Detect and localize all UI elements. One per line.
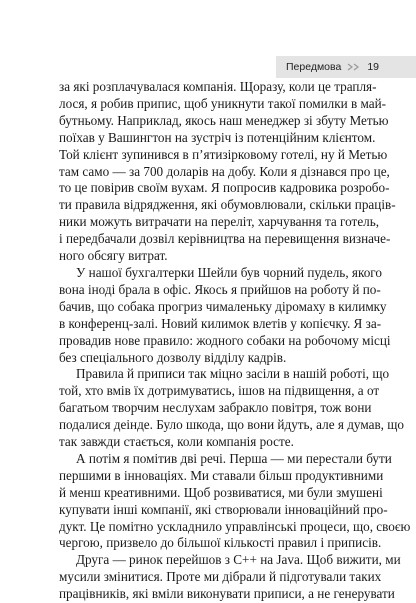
text-line: бачив, що собака прогриз чималеньку діромаху в килимку (59, 298, 387, 314)
text-line: А потім я помітив дві речі. Перша — ми перестали бути (76, 450, 392, 466)
text-line: так завжди стається, коли компанія росте. (59, 434, 294, 450)
running-header (276, 56, 416, 78)
text-line: У нашої бухгалтерки Шейли був чорний пудель, якого (76, 264, 382, 280)
text-line: й менш креативними. Щоб розвиватися, ми були змушені (59, 484, 383, 500)
text-line: поїхав у Вашингтон на зустріч із потенційним клієнтом. (59, 129, 376, 145)
text-line: мусили змінитися. Проте ми дібрали й підготували таких (59, 569, 382, 585)
text-line: багатьом творчим неслухам забракло повітря, тож вони (59, 400, 372, 416)
paragraph (59, 450, 411, 552)
double-chevron-icon (347, 63, 361, 71)
paragraph (59, 264, 391, 366)
text-line: купувати інші компанії, які створювали інноваційний про- (59, 501, 388, 517)
section-title: Передмова (286, 61, 342, 73)
paragraph (59, 79, 396, 265)
text-line: без спеціального дозволу відділу кадрів. (59, 349, 287, 365)
text-line: Той клієнт зупинився в п’ятизірковому готелі, ну й Метью (59, 146, 388, 162)
text-line: в конференц-залі. Новий килимок влетів у копієчку. Я за- (59, 315, 382, 331)
paragraph (59, 552, 401, 603)
text-line: і передбачали дозвіл керівництва на перевищення визначе- (59, 231, 391, 247)
text-line: за які розплачувалася компанія. Щоразу, коли це трапля- (59, 79, 377, 94)
text-line: Друга — ринок перейшов з C++ на Java. Щоб вижити, ми (76, 552, 401, 568)
text-line: першими в інноваціях. Ми ставали більш продуктивними (59, 467, 384, 483)
text-line: працівників, які вміли виконувати приписи, а не генерувати (59, 586, 395, 602)
text-line: чергою, призвело до більшої кількості правил і приписів. (59, 535, 382, 551)
paragraph (59, 366, 405, 451)
text-line: там само — за 700 доларів на добу. Коли я дізнався про це, (59, 163, 390, 179)
text-line: подалися деінде. Було шкода, що вони йдуть, але я думав, що (59, 417, 405, 433)
body-text (59, 79, 411, 603)
text-line: дукт. Це помітно ускладнило управлінські процеси, що, своєю (59, 518, 411, 534)
text-line: то це повірив своїм вухам. Я попросив кадровика розробо- (59, 180, 390, 196)
text-line: ного обсягу витрат. (59, 248, 168, 264)
text-line: той, хто вмів їх дотримуватись, ішов на підвищення, а от (59, 383, 380, 399)
text-line: Правила й приписи так міцно засіли в нашій роботі, що (76, 366, 390, 382)
text-line: лося, я робив припис, щоб уникнути такої помилки в май- (59, 95, 387, 111)
text-line: бутньому. Наприклад, якось наш менеджер зі збуту Метью (59, 112, 389, 128)
text-line: провадив нове правило: жодного собаки на робочому місці (59, 332, 391, 348)
text-line: ники можуть витрачати на переліт, харчування та готель, (59, 214, 380, 230)
page-number: 19 (367, 61, 380, 73)
text-line: вона іноді брала в офіс. Якось я прийшов на роботу й по- (59, 281, 381, 297)
text-line: ти правила відрядження, які обумовлювали, скільки праців- (59, 197, 396, 213)
